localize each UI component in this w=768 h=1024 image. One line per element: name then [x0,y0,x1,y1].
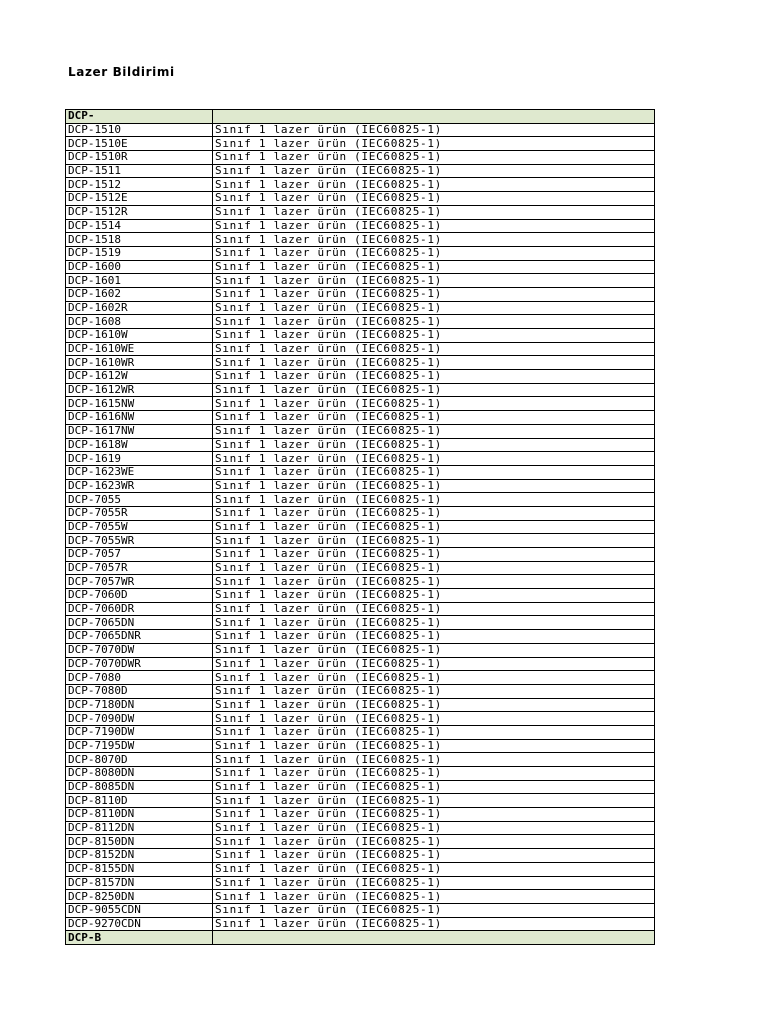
table-row [66,301,655,315]
table-row [66,260,655,274]
table-row [66,808,655,822]
laser-class-cell: Sınıf 1 lazer ürün (IEC60825-1) [213,903,655,917]
table-row [66,424,655,438]
table-row [66,794,655,808]
laser-class-cell: Sınıf 1 lazer ürün (IEC60825-1) [213,862,655,876]
laser-class-cell: Sınıf 1 lazer ürün (IEC60825-1) [213,780,655,794]
model-cell: DCP-8152DN [66,849,213,863]
table-row [66,903,655,917]
laser-class-cell: Sınıf 1 lazer ürün (IEC60825-1) [213,301,655,315]
laser-class-cell: Sınıf 1 lazer ürün (IEC60825-1) [213,753,655,767]
model-cell: DCP-1512 [66,178,213,192]
table-row [66,123,655,137]
laser-class-cell: Sınıf 1 lazer ürün (IEC60825-1) [213,643,655,657]
model-cell: DCP-1510 [66,123,213,137]
model-cell: DCP-1623WR [66,479,213,493]
laser-class-cell: Sınıf 1 lazer ürün (IEC60825-1) [213,767,655,781]
model-cell: DCP-1514 [66,219,213,233]
table-row [66,151,655,165]
table-body [66,110,655,945]
model-cell: DCP-8250DN [66,890,213,904]
table-row [66,849,655,863]
model-cell: DCP-7180DN [66,698,213,712]
model-cell: DCP-8110DN [66,808,213,822]
table-row [66,589,655,603]
model-cell: DCP-8080DN [66,767,213,781]
model-cell: DCP-1615NW [66,397,213,411]
table-row [66,821,655,835]
laser-class-cell: Sınıf 1 lazer ürün (IEC60825-1) [213,835,655,849]
laser-class-cell: Sınıf 1 lazer ürün (IEC60825-1) [213,356,655,370]
table-row [66,329,655,343]
laser-class-cell: Sınıf 1 lazer ürün (IEC60825-1) [213,424,655,438]
table-row [66,534,655,548]
table-row [66,438,655,452]
group-footer-label: DCP-B [66,931,213,945]
model-cell: DCP-1510E [66,137,213,151]
laser-class-cell: Sınıf 1 lazer ürün (IEC60825-1) [213,698,655,712]
model-cell: DCP-1519 [66,246,213,260]
table-row [66,890,655,904]
table-row [66,192,655,206]
table-row [66,370,655,384]
laser-class-cell: Sınıf 1 lazer ürün (IEC60825-1) [213,712,655,726]
model-cell: DCP-9270CDN [66,917,213,931]
model-cell: DCP-7195DW [66,739,213,753]
table-row [66,506,655,520]
table-row [66,287,655,301]
table-row [66,246,655,260]
model-cell: DCP-1608 [66,315,213,329]
laser-class-cell: Sınıf 1 lazer ürün (IEC60825-1) [213,630,655,644]
laser-class-cell: Sınıf 1 lazer ürün (IEC60825-1) [213,260,655,274]
model-cell: DCP-1618W [66,438,213,452]
model-cell: DCP-1511 [66,164,213,178]
table-row [66,356,655,370]
laser-class-cell: Sınıf 1 lazer ürün (IEC60825-1) [213,794,655,808]
model-cell: DCP-7080 [66,671,213,685]
model-cell: DCP-1518 [66,233,213,247]
table-row [66,712,655,726]
table-row [66,657,655,671]
model-cell: DCP-1623WE [66,465,213,479]
model-cell: DCP-1610WE [66,342,213,356]
model-cell: DCP-7057WR [66,575,213,589]
table-row [66,520,655,534]
model-cell: DCP-1612W [66,370,213,384]
model-cell: DCP-7090DW [66,712,213,726]
model-cell: DCP-1512E [66,192,213,206]
group-header-row [66,110,655,124]
laser-class-cell: Sınıf 1 lazer ürün (IEC60825-1) [213,575,655,589]
table-row [66,479,655,493]
laser-class-cell: Sınıf 1 lazer ürün (IEC60825-1) [213,739,655,753]
laser-class-cell: Sınıf 1 lazer ürün (IEC60825-1) [213,383,655,397]
table-row [66,452,655,466]
table-row [66,630,655,644]
model-cell: DCP-8112DN [66,821,213,835]
table-row [66,725,655,739]
model-cell: DCP-7057R [66,561,213,575]
laser-class-cell: Sınıf 1 lazer ürün (IEC60825-1) [213,411,655,425]
table-row [66,164,655,178]
laser-class-cell: Sınıf 1 lazer ürün (IEC60825-1) [213,684,655,698]
table-row [66,917,655,931]
laser-class-cell: Sınıf 1 lazer ürün (IEC60825-1) [213,725,655,739]
model-cell: DCP-7190DW [66,725,213,739]
laser-class-cell: Sınıf 1 lazer ürün (IEC60825-1) [213,137,655,151]
laser-class-cell: Sınıf 1 lazer ürün (IEC60825-1) [213,342,655,356]
table-row [66,342,655,356]
laser-class-cell: Sınıf 1 lazer ürün (IEC60825-1) [213,671,655,685]
page-title: Lazer Bildirimi [68,65,175,79]
table-row [66,137,655,151]
model-cell: DCP-7070DW [66,643,213,657]
laser-class-cell: Sınıf 1 lazer ürün (IEC60825-1) [213,465,655,479]
laser-class-cell: Sınıf 1 lazer ürün (IEC60825-1) [213,233,655,247]
model-cell: DCP-1616NW [66,411,213,425]
laser-class-cell: Sınıf 1 lazer ürün (IEC60825-1) [213,493,655,507]
model-cell: DCP-7065DNR [66,630,213,644]
laser-class-cell: Sınıf 1 lazer ürün (IEC60825-1) [213,506,655,520]
laser-class-cell: Sınıf 1 lazer ürün (IEC60825-1) [213,821,655,835]
laser-class-cell: Sınıf 1 lazer ürün (IEC60825-1) [213,315,655,329]
table-row [66,383,655,397]
table-row [66,767,655,781]
table-row [66,780,655,794]
laser-class-cell: Sınıf 1 lazer ürün (IEC60825-1) [213,452,655,466]
laser-class-cell: Sınıf 1 lazer ürün (IEC60825-1) [213,548,655,562]
model-cell: DCP-1600 [66,260,213,274]
table-row [66,698,655,712]
model-cell: DCP-1612WR [66,383,213,397]
laser-class-cell: Sınıf 1 lazer ürün (IEC60825-1) [213,274,655,288]
laser-declaration-table [65,109,655,945]
table-row [66,411,655,425]
table-row [66,493,655,507]
laser-class-cell: Sınıf 1 lazer ürün (IEC60825-1) [213,917,655,931]
table-row [66,465,655,479]
laser-class-cell: Sınıf 1 lazer ürün (IEC60825-1) [213,219,655,233]
laser-class-cell: Sınıf 1 lazer ürün (IEC60825-1) [213,561,655,575]
laser-class-cell: Sınıf 1 lazer ürün (IEC60825-1) [213,876,655,890]
laser-class-cell: Sınıf 1 lazer ürün (IEC60825-1) [213,808,655,822]
model-cell: DCP-7070DWR [66,657,213,671]
model-cell: DCP-7057 [66,548,213,562]
laser-class-cell: Sınıf 1 lazer ürün (IEC60825-1) [213,287,655,301]
model-cell: DCP-1510R [66,151,213,165]
laser-class-cell: Sınıf 1 lazer ürün (IEC60825-1) [213,479,655,493]
group-header-label: DCP- [66,110,213,124]
table-row [66,205,655,219]
table-row [66,397,655,411]
table-row [66,548,655,562]
model-cell: DCP-1601 [66,274,213,288]
laser-class-cell: Sınıf 1 lazer ürün (IEC60825-1) [213,370,655,384]
model-cell: DCP-7055W [66,520,213,534]
model-cell: DCP-1610W [66,329,213,343]
table-row [66,602,655,616]
model-cell: DCP-8150DN [66,835,213,849]
laser-class-cell: Sınıf 1 lazer ürün (IEC60825-1) [213,589,655,603]
laser-class-cell: Sınıf 1 lazer ürün (IEC60825-1) [213,849,655,863]
laser-class-cell: Sınıf 1 lazer ürün (IEC60825-1) [213,616,655,630]
table-row [66,561,655,575]
model-cell: DCP-7065DN [66,616,213,630]
table-row [66,233,655,247]
model-cell: DCP-8157DN [66,876,213,890]
table-row [66,315,655,329]
model-cell: DCP-1512R [66,205,213,219]
model-cell: DCP-8070D [66,753,213,767]
model-cell: DCP-9055CDN [66,903,213,917]
table-row [66,671,655,685]
table-row [66,643,655,657]
model-cell: DCP-8085DN [66,780,213,794]
laser-class-cell: Sınıf 1 lazer ürün (IEC60825-1) [213,438,655,452]
group-header-empty [213,110,655,124]
model-cell: DCP-1602 [66,287,213,301]
table-row [66,753,655,767]
model-cell: DCP-7060DR [66,602,213,616]
laser-class-cell: Sınıf 1 lazer ürün (IEC60825-1) [213,246,655,260]
laser-class-cell: Sınıf 1 lazer ürün (IEC60825-1) [213,192,655,206]
model-cell: DCP-7055WR [66,534,213,548]
laser-class-cell: Sınıf 1 lazer ürün (IEC60825-1) [213,205,655,219]
laser-class-cell: Sınıf 1 lazer ürün (IEC60825-1) [213,397,655,411]
table-row [66,739,655,753]
laser-class-cell: Sınıf 1 lazer ürün (IEC60825-1) [213,534,655,548]
laser-class-cell: Sınıf 1 lazer ürün (IEC60825-1) [213,151,655,165]
model-cell: DCP-7060D [66,589,213,603]
table-row [66,876,655,890]
model-cell: DCP-7080D [66,684,213,698]
table-row [66,575,655,589]
laser-class-cell: Sınıf 1 lazer ürün (IEC60825-1) [213,890,655,904]
model-cell: DCP-1617NW [66,424,213,438]
table-row [66,862,655,876]
group-footer-empty [213,931,655,945]
table-row [66,835,655,849]
table-row [66,684,655,698]
laser-class-cell: Sınıf 1 lazer ürün (IEC60825-1) [213,164,655,178]
model-cell: DCP-8155DN [66,862,213,876]
laser-class-cell: Sınıf 1 lazer ürün (IEC60825-1) [213,520,655,534]
table-row [66,219,655,233]
table-row [66,178,655,192]
laser-class-cell: Sınıf 1 lazer ürün (IEC60825-1) [213,602,655,616]
model-cell: DCP-1610WR [66,356,213,370]
model-cell: DCP-7055 [66,493,213,507]
table-row [66,274,655,288]
model-cell: DCP-1619 [66,452,213,466]
model-cell: DCP-7055R [66,506,213,520]
laser-class-cell: Sınıf 1 lazer ürün (IEC60825-1) [213,657,655,671]
laser-class-cell: Sınıf 1 lazer ürün (IEC60825-1) [213,329,655,343]
model-cell: DCP-8110D [66,794,213,808]
group-footer-row [66,931,655,945]
laser-class-cell: Sınıf 1 lazer ürün (IEC60825-1) [213,178,655,192]
model-cell: DCP-1602R [66,301,213,315]
laser-class-cell: Sınıf 1 lazer ürün (IEC60825-1) [213,123,655,137]
table-row [66,616,655,630]
